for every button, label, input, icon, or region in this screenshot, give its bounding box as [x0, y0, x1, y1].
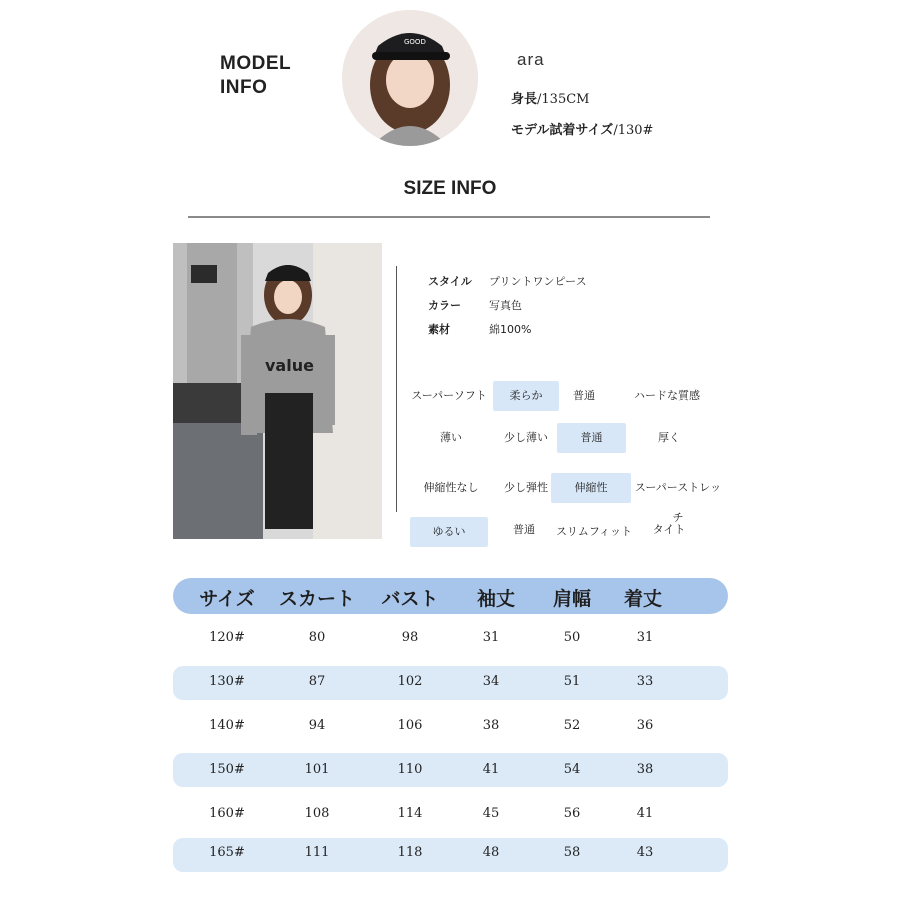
size-info-title: SIZE INFO	[403, 178, 497, 199]
table-cell: 87	[308, 674, 326, 689]
table-cell: 114	[397, 806, 423, 821]
fit-tight: タイト	[652, 523, 686, 536]
table-cell: 31	[636, 630, 654, 645]
table-cell: 33	[636, 674, 654, 689]
table-cell: 80	[308, 630, 326, 645]
thickness-thin: 薄い	[440, 431, 462, 444]
model-size	[511, 119, 653, 138]
header-shoulder: 肩幅	[552, 588, 591, 610]
thickness-normal-selected: 普通	[557, 423, 626, 453]
table-cell: 34	[482, 674, 500, 689]
header-skirt: スカート	[278, 588, 355, 610]
table-cell: 56	[563, 806, 581, 821]
table-cell: 150#	[209, 762, 245, 777]
fit-slim: スリムフィット	[555, 525, 633, 538]
stretch-super: スーパーストレッチ	[634, 481, 722, 524]
table-cell: 101	[304, 762, 330, 777]
table-cell: 52	[563, 718, 581, 733]
table-cell: 106	[397, 718, 423, 733]
spec-color-value: 写真色	[489, 299, 522, 312]
table-cell: 41	[482, 762, 500, 777]
stretch-slight: 少し弾性	[504, 481, 548, 494]
table-cell: 120#	[209, 630, 245, 645]
spec-material-value: 綿100%	[489, 323, 532, 336]
fit-loose-selected: ゆるい	[410, 517, 488, 547]
softness-normal: 普通	[573, 389, 595, 402]
table-cell: 48	[482, 845, 500, 860]
model-height-label: 身長	[511, 92, 538, 107]
table-cell: 45	[482, 806, 500, 821]
model-info-title-line2: INFO	[220, 77, 268, 98]
header-size: サイズ	[199, 588, 255, 610]
product-photo	[173, 243, 382, 539]
model-name: ara	[517, 50, 545, 69]
softness-hard: ハードな質感	[634, 389, 700, 402]
svg-text:value: value	[265, 356, 314, 375]
table-cell: 58	[563, 845, 581, 860]
table-cell: 110	[397, 762, 423, 777]
table-cell: 98	[401, 630, 419, 645]
spec-material-label: 素材	[428, 323, 450, 336]
divider	[188, 216, 710, 218]
stretch-none: 伸縮性なし	[423, 481, 479, 494]
model-info-title-line1: MODEL	[220, 53, 292, 74]
thickness-thick: 厚く	[658, 431, 680, 444]
table-cell: 43	[636, 845, 654, 860]
product-photo-image	[173, 243, 382, 539]
svg-text:GOOD: GOOD	[404, 38, 426, 46]
stretch-stretchy-selected: 伸縮性	[551, 473, 631, 503]
model-avatar	[342, 10, 478, 146]
model-info-title	[220, 52, 291, 100]
table-cell: 54	[563, 762, 581, 777]
fit-normal: 普通	[513, 523, 535, 536]
table-cell: 160#	[209, 806, 245, 821]
table-cell: 118	[397, 845, 423, 860]
table-cell: 140#	[209, 718, 245, 733]
spec-divider-line	[396, 266, 397, 512]
spec-style-value: プリントワンピース	[489, 275, 587, 288]
model-size-label: モデル試着サイズ	[511, 123, 614, 138]
table-cell: 102	[397, 674, 423, 689]
spec-color-label: カラー	[428, 299, 461, 312]
softness-super-soft: スーパーソフト	[411, 389, 487, 402]
spec-style-label: スタイル	[428, 275, 472, 288]
table-cell: 41	[636, 806, 654, 821]
model-height-value: /135CM	[537, 92, 590, 107]
header-bust: バスト	[381, 588, 439, 610]
table-cell: 130#	[209, 674, 245, 689]
table-cell: 38	[482, 718, 500, 733]
model-height	[511, 88, 589, 107]
model-size-value: /130#	[613, 123, 654, 138]
model-portrait-image	[342, 10, 478, 146]
table-cell: 38	[636, 762, 654, 777]
table-cell: 31	[482, 630, 500, 645]
table-cell: 36	[636, 718, 654, 733]
table-cell: 50	[563, 630, 581, 645]
table-cell: 111	[304, 845, 330, 860]
thickness-slightly-thin: 少し薄い	[504, 431, 548, 444]
softness-soft-selected: 柔らか	[493, 381, 559, 411]
table-cell: 94	[308, 718, 326, 733]
header-sleeve: 袖丈	[476, 588, 515, 610]
table-cell: 165#	[209, 845, 245, 860]
header-length: 着丈	[623, 588, 662, 610]
table-cell: 51	[563, 674, 581, 689]
table-cell: 108	[304, 806, 330, 821]
